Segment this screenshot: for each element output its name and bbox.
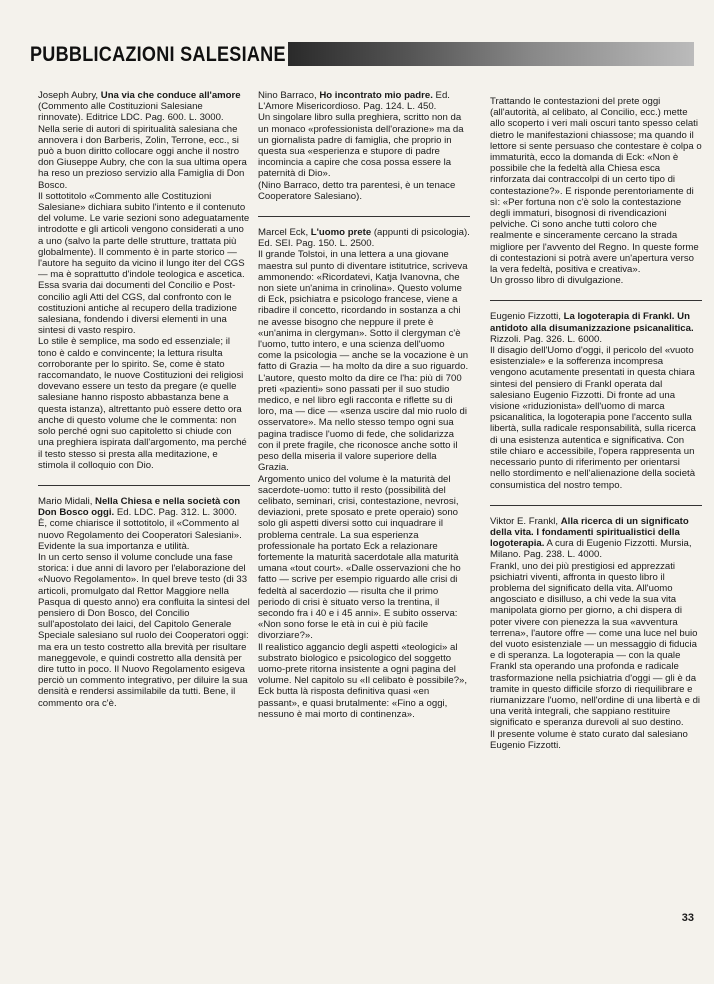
section-header — [30, 40, 694, 70]
article-publication: (Commento alle Costituzioni Salesiane rinnovate). Editrice LDC. Pag. 600. L. 3000. — [38, 101, 224, 124]
column-2 — [258, 90, 470, 734]
review-article — [490, 516, 702, 751]
paragraph-text: Il disagio dell'Uomo d'oggi, il pericolo del «vuoto esistenziale» e la sofferenza incompresa vengono acutamente presentati in questa chiara sintesi del pensiero di Frankl operata dal salesiano Eugenio Fizzotti. Di fronte ad una visione «riduzionista» dell'uomo di marca psicanalitica, la logoterapia pone l'accento sulla libertà, sulla radicale responsabilità, sulla ricerca di una esistenza autentica e significativa. Con stile chiaro e accessibile, l'opera rappresenta un necessario punto di riferimento per orientarsi nello stordimento e nell'alienazione della società consumistica del nostro tempo. — [490, 345, 696, 491]
article-body — [258, 227, 470, 720]
article-paragraph — [258, 90, 470, 180]
article-body — [38, 496, 250, 709]
paragraph-text: È, come chiarisce il sottotitolo, il «Commento al nuovo Regolamento dei Cooperatori Salesiani». Evidente la sua importanza e utilità. — [38, 518, 242, 552]
article-paragraph — [258, 373, 470, 474]
article-heading — [38, 496, 240, 518]
article-publication: Ed. LDC. Pag. 312. L. 3000. — [114, 507, 237, 519]
article-paragraph — [490, 729, 702, 751]
paragraph-text: In un certo senso il volume conclude una fase storica: i due anni di lavoro per l'elaborazione del «Nuovo Regolamento». In quel breve testo (di 33 articoli, promulgato dal Rettor Maggiore nella Pasqua di questo anno) era confluita la sintesi del pensiero di Don Bosco, del Concilio sull'apostolato dei laici, del Capitolo Generale Speciale salesiano sul ruolo dei Cooperatori oggi: ma era un testo costretto alla brevità per risultare maneggevole, e quindi costretto alla densità per dire tutto in poco. Il Nuovo Regolamento esigeva perciò un commento integrativo, per diluire la sua densità e rendersi assimilabile da tutti. Bene, il commento ora c'è. — [38, 551, 250, 709]
paragraph-text: Un singolare libro sulla preghiera, scritto non da un monaco «professionista dell'orazione» ma da un giornalista padre di famiglia, che proprio in questa sua «esperienza e stupore di padre incomincia a capire che cosa possa essere la paternità di Dio». — [258, 112, 464, 180]
article-divider — [490, 505, 702, 506]
article-paragraph — [258, 474, 470, 642]
section-title: PUBBLICAZIONI SALESIANE — [30, 43, 286, 66]
paragraph-text: Lo stile è semplice, ma sodo ed essenziale; il tono è caldo e convincente; la lettura risulta corroborante per lo spirito. Se, come è stato raccomandato, le nuove Costituzioni dei religiosi dovevano essere un testo da pregare (e quelle salesiane hanno risposto abbastanza bene a questa istanza), altrettanto può essere detto ora anche di questo volume che le commenta: non solo perché ogni suo capitoletto si chiude con una preghiera ispirata dall'argomento, ma perché il testo stesso si presta alla meditazione, e stimola il colloquio con Dio. — [38, 336, 247, 471]
article-heading — [38, 90, 241, 123]
paragraph-text: Argomento unico del volume è la maturità del sacerdote-uomo: tutto il resto (possibilità del celibato, seminari, crisi, contestazione, nevrosi, deviazioni, prete sposato e prete operaio) sono solo gli aspetti diversi sotto cui inquadrare il problema centrale. La sua esperienza professionale ha portato Eck a relazionare fortemente la maturità sacerdotale alla maturità umana «tout court». «Dalle osservazioni che ho fatto — scrive per esempio riguardo alle crisi di fedeltà al sacerdozio — risulta che il primo periodo di crisi è situato verso la trentina, il secondo fra i 40 e i 45 anni». E subito osserva: «Non sono forse le età in cui è più facile divorziare?». — [258, 473, 461, 642]
article-heading — [258, 227, 470, 249]
article-author: Viktor E. Frankl, — [490, 515, 561, 527]
article-heading — [258, 90, 450, 112]
article-divider — [490, 300, 702, 301]
article-publication: A cura di Eugenio Fizzotti. Mursia, Milano. Pag. 238. L. 4000. — [490, 538, 692, 561]
article-body — [490, 311, 702, 490]
article-paragraph — [38, 496, 250, 552]
article-divider — [258, 216, 470, 217]
article-paragraph — [490, 96, 702, 275]
review-article — [490, 96, 702, 286]
article-paragraph — [258, 180, 470, 202]
article-paragraph — [258, 642, 470, 720]
article-title: Nella Chiesa e nella società con Don Bosco oggi. — [38, 495, 241, 519]
paragraph-text: Il sottotitolo «Commento alle Costituzioni Salesiane» dichiara subito l'intento e il contenuto del volume. Le varie sezioni sono adeguatamente introdotte e gli articoli vengono considerati a uno a uno (salvo la parte delle strutture, trattata più globalmente). Il commento è in parte storico — l'autore ha seguito da vicino il lungo iter del CGS — ma è soprattutto d'indole teologica e ascetica. Essa svaria dai documenti del Concilio e Post-concilio agli Atti del CGS, dal confronto con le costituzioni antiche al recupero della tradizione salesiana, fondendo i diversi elementi in una sintesi di vasto respiro. — [38, 190, 250, 337]
article-body — [490, 96, 702, 286]
review-article — [258, 227, 470, 720]
paragraph-text: Nella serie di autori di spiritualità salesiana che annovera i don Barberis, Zolin, Terrone, ecc., si può a buon diritto collocare oggi anche il nostro don Giuseppe Aubry, che con la sua ultima opera ha reso un prezioso servizio alla Famiglia di Don Bosco. — [38, 123, 247, 191]
article-publication: Rizzoli. Pag. 326. L. 6000. — [490, 333, 602, 345]
article-body — [258, 90, 470, 202]
column-1 — [38, 90, 250, 723]
article-author: Marcel Eck, — [258, 227, 311, 239]
paragraph-text: Trattando le contestazioni del prete oggi (all'autorità, al celibato, al Concilio, ecc.) mette allo scoperto i veri mali oscuri tanto spesso celati dietro le manifestazioni chiassose; ma quando il lettore si sente persuaso che contestare è colpa o immaturità, ecco la domanda di Eck: «Non è possibile che la fedeltà alla Chiesa esca rinforzata dai contraccolpi di un certo tipo di contestazione?». E risponde perentoriamente di sì: «Per fortuna non c'è solo la contestazione degli immaturi, bisognosi di rivendicazioni pelviche. Ci sono anche tutti coloro che realmente e sinceramente cercano la strada migliore per l'avvento del Regno. In queste forme di contestazioni si potrà avere un'apertura verso la vera fedeltà, positiva e creativa». — [490, 96, 702, 276]
article-author: Mario Midali, — [38, 495, 96, 507]
article-paragraph — [490, 516, 702, 729]
article-paragraph — [38, 90, 250, 191]
article-body — [38, 90, 250, 471]
paragraph-text: Il realistico aggancio degli aspetti «teologici» al substrato biologico e psicologico del soggetto uomo-prete ritorna insistente a ogni pagina del volume. Nel capitolo su «Il celibato è possibile?», Eck butta là risposta definitiva quasi «en passant», e quasi brutalmente: «Fino a oggi, nessuno è mai morto di continenza». — [258, 641, 468, 720]
article-title: Alla ricerca di un significato della vita. I fondamenti spiritualistici della logoterapia. — [490, 515, 689, 550]
article-title: Una via che conduce all'amore — [100, 90, 241, 101]
paragraph-text: L'autore, questo molto da dire ce l'ha: più di 700 preti «pazienti» sono passati per il suo studio medico, e nel libro egli racconta e riflette su di loro, ma — dice — «senza uscire dal mio ruolo di osservatore». Ma nello stesso tempo ogni sua pagina tradisce l'uomo di fede, che solidarizza con il prete fragile, che riconosce anche sotto il peso della miseria il valore superiore della Grazia. — [258, 372, 468, 474]
article-paragraph — [258, 227, 470, 373]
article-title: Ho incontrato mio padre. — [319, 90, 433, 101]
article-heading — [490, 311, 694, 344]
paragraph-text: Il presente volume è stato curato dal salesiano Eugenio Fizzotti. — [490, 728, 688, 751]
article-paragraph — [38, 336, 250, 470]
paragraph-text: Un grosso libro di divulgazione. — [490, 275, 624, 287]
article-author: Eugenio Fizzotti, — [490, 311, 564, 323]
review-article — [490, 311, 702, 490]
article-paragraph — [490, 275, 702, 286]
article-divider — [38, 485, 250, 486]
article-publication: Ed. L'Amore Misericordioso. Pag. 124. L. 450. — [258, 90, 450, 113]
article-author: Nino Barraco, — [258, 90, 320, 101]
paragraph-text: Frankl, uno dei più prestigiosi ed apprezzati psichiatri viventi, affronta in questo libro il problema del significato della vita. All'uomo angosciato e disilluso, a chi vede la sua vita manipolata giorno per giorno, a chi dispera di poter vivere con pienezza la sua «avventura terrena», l'autore offre — come una luce nel buio del vuoto esistenziale — un messaggio di fiducia e di speranza. La logoterapia — con la quale Frankl sta operando una profonda e radicale trasformazione nella psichiatria d'oggi — gli è da tramite in questo difficile sforzo di riequilibrare e riumanizzare l'uomo, nell'ordine di una libertà e di una verità integrali, che sappiano restituire significato e speranza durevoli al suo destino. — [490, 560, 701, 729]
article-heading — [490, 516, 692, 561]
header-decorative-bar — [288, 42, 694, 66]
page-number: 33 — [681, 912, 694, 924]
article-paragraph — [490, 311, 702, 490]
article-title: L'uomo prete — [310, 227, 372, 239]
article-publication: (appunti di psicologia). Ed. SEI. Pag. 150. L. 2500. — [258, 227, 470, 250]
review-article — [38, 496, 250, 709]
review-article — [258, 90, 470, 202]
column-3 — [490, 96, 702, 765]
article-title: La logoterapia di Frankl. Un antidoto alla disumanizzazione psicanalitica. — [490, 311, 694, 334]
article-author: Joseph Aubry, — [38, 90, 101, 101]
paragraph-text: (Nino Barraco, detto tra parentesi, è un tenace Cooperatore Salesiano). — [258, 179, 456, 202]
article-paragraph — [38, 552, 250, 709]
article-body — [490, 516, 702, 751]
article-paragraph — [38, 191, 250, 337]
review-article — [38, 90, 250, 471]
paragraph-text: Il grande Tolstoi, in una lettera a una giovane maestra sul punto di diventare istitutrice, scriveva ammonendo: «Ricordatevi, Katja Ivanovna, che non siete un'anima in crinolina». Questo volume di Eck, psichiatra e psicologo francese, viene a ribadire il concetto, ricordando in sostanza a chi ne avesse bisogno che neppure il prete è «un'anima in clergyman». Sotto il clergyman c'è l'uomo, tutto intero, e una scienza dell'uomo come la psicologia — anche se la vocazione è un fatto di Grazia — ha molto da dire a suo riguardo. — [258, 249, 469, 373]
